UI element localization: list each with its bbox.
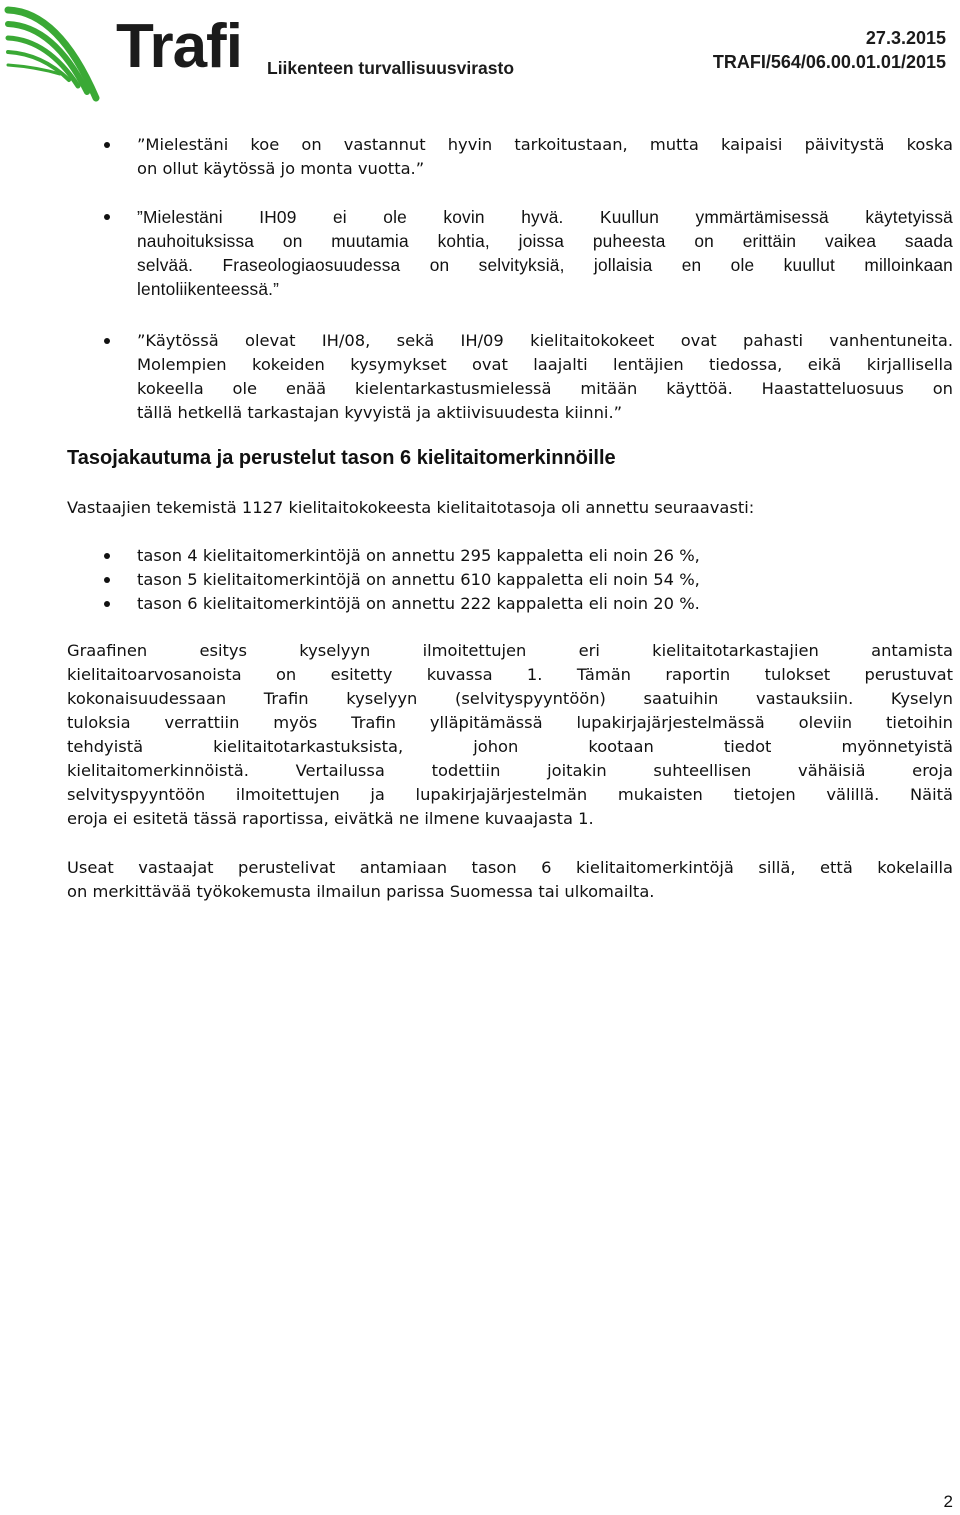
paragraph-line: eroja ei esitetä tässä raportissa, eivätkä ne ilmene kuvaajasta 1. bbox=[67, 809, 594, 828]
logo-tagline: Liikenteen turvallisuusvirasto bbox=[267, 58, 515, 78]
paragraph-line: on merkittävää työkokemusta ilmailun parissa Suomessa tai ulkomailta. bbox=[67, 882, 655, 901]
quote-line: nauhoituksissa on muutamia kohtia, joissa puheesta on erittäin vaikea saada bbox=[137, 231, 953, 251]
section-intro: Vastaajien tekemistä 1127 kielitaitokokeesta kielitaitotasoja oli annettu seuraavasti: bbox=[67, 498, 755, 517]
level-text: tason 5 kielitaitomerkintöjä on annettu 610 kappaletta eli noin 54 %, bbox=[137, 570, 700, 589]
quote-line: ”Käytössä olevat IH/08, sekä IH/09 kielitaitokokeet ovat pahasti vanhentuneita. bbox=[137, 331, 953, 350]
quote-line: kokeella ole enää kielentarkastusmielessä mitään käyttöä. Haastatteluosuus on bbox=[137, 379, 953, 398]
bullet-icon bbox=[104, 601, 110, 607]
page-number: 2 bbox=[943, 1492, 953, 1511]
trafi-logo bbox=[4, 2, 524, 102]
quote-line: Molempien kokeiden kysymykset ovat laajalti lentäjien tiedossa, eikä kirjallisella bbox=[137, 355, 953, 374]
quote-item bbox=[137, 133, 953, 181]
document-reference: TRAFI/564/06.00.01.01/2015 bbox=[712, 52, 946, 72]
level-item bbox=[137, 544, 700, 568]
quote-item bbox=[137, 205, 953, 301]
level-item bbox=[137, 592, 700, 616]
document-meta bbox=[713, 26, 946, 74]
paragraph-line: Graafinen esitys kyselyyn ilmoitettujen eri kielitaitotarkastajien antamista bbox=[67, 641, 953, 660]
bullet-icon bbox=[104, 214, 110, 220]
quote-line: lentoliikenteessä.” bbox=[137, 279, 280, 299]
quote-line: ”Mielestäni IH09 ei ole kovin hyvä. Kuullun ymmärtämisessä käytetyissä bbox=[137, 207, 953, 227]
paragraph-justification bbox=[67, 856, 953, 904]
quote-line: on ollut käytössä jo monta vuotta.” bbox=[137, 159, 425, 178]
logo-wordmark: Trafi bbox=[116, 12, 242, 81]
bullet-icon bbox=[104, 577, 110, 583]
level-item bbox=[137, 568, 700, 592]
quote-line: selvää. Fraseologiaosuudessa on selvityksiä, jollaisia en ole kuullut milloinkaan bbox=[137, 255, 953, 275]
level-text: tason 4 kielitaitomerkintöjä on annettu 295 kappaletta eli noin 26 %, bbox=[137, 546, 700, 565]
paragraph-line: kokonaisuudessaan Trafin kyselyyn (selvityspyyntöön) saatuihin vastauksiin. Kyselyn bbox=[67, 689, 953, 708]
bullet-icon bbox=[104, 553, 110, 559]
paragraph-graph-description bbox=[67, 639, 953, 831]
quote-line: tällä hetkellä tarkastajan kyvyistä ja aktiivisuudesta kiinni.” bbox=[137, 403, 623, 422]
level-text: tason 6 kielitaitomerkintöjä on annettu 222 kappaletta eli noin 20 %. bbox=[137, 594, 700, 613]
paragraph-line: tehdyistä kielitaitotarkastuksista, johon kootaan tiedot myönnetyistä bbox=[67, 737, 953, 756]
paragraph-line: kielitaitomerkinnöistä. Vertailussa todettiin joitakin suhteellisen vähäisiä eroja bbox=[67, 761, 953, 780]
document-date: 27.3.2015 bbox=[865, 28, 946, 48]
bullet-icon bbox=[104, 142, 110, 148]
quote-item bbox=[137, 329, 953, 425]
section-heading: Tasojakautuma ja perustelut tason 6 kielitaitomerkinnöille bbox=[67, 447, 616, 469]
quote-line: ”Mielestäni koe on vastannut hyvin tarkoitustaan, mutta kaipaisi päivitystä koska bbox=[137, 135, 953, 154]
paragraph-line: Useat vastaajat perustelivat antamiaan tason 6 kielitaitomerkintöjä sillä, että kokelailla bbox=[67, 858, 953, 877]
trafi-swoosh-icon bbox=[4, 2, 114, 102]
paragraph-line: selvityspyyntöön ilmoitettujen ja lupakirjajärjestelmän mukaisten tietojen välillä. Näitä bbox=[67, 785, 953, 804]
paragraph-line: tuloksia verrattiin myös Trafin ylläpitämässä lupakirjajärjestelmässä oleviin tietoihin bbox=[67, 713, 953, 732]
bullet-icon bbox=[104, 338, 110, 344]
paragraph-line: kielitaitoarvosanoista on esitetty kuvassa 1. Tämän raportin tulokset perustuvat bbox=[67, 665, 953, 684]
